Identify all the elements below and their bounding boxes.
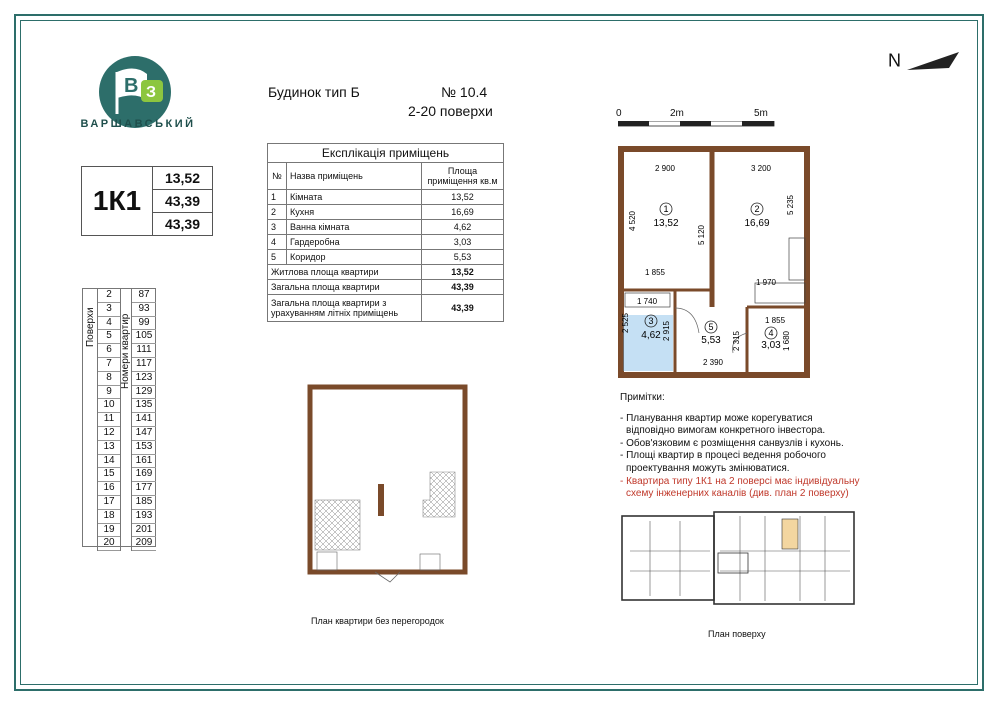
floor-number: 12 bbox=[98, 427, 120, 441]
floor-number: 4 bbox=[98, 317, 120, 331]
room-name: Кухня bbox=[287, 205, 422, 220]
total-area-value: 43,39 bbox=[422, 280, 504, 295]
apartment-area-3: 43,39 bbox=[164, 216, 201, 232]
note-line: відповідно вимогам конкретного інвестора. bbox=[626, 425, 826, 437]
floor-plan-thumbnail bbox=[620, 511, 856, 605]
floors-label: Поверхи bbox=[85, 307, 96, 347]
explication-table bbox=[267, 143, 504, 322]
apartment-number: 93 bbox=[132, 303, 156, 317]
note-line: - Площі квартир в процесі ведення робочого bbox=[620, 450, 826, 462]
floor-number: 13 bbox=[98, 441, 120, 455]
room-2-number: 2 bbox=[754, 204, 760, 214]
room-area: 13,52 bbox=[422, 190, 504, 205]
apartment-number: 117 bbox=[132, 358, 156, 372]
apartment-number: 105 bbox=[132, 330, 156, 344]
floor-number: 19 bbox=[98, 524, 120, 538]
floor-number: 20 bbox=[98, 537, 120, 551]
room-2-area: 16,69 bbox=[744, 218, 770, 229]
room-name: Гардеробна bbox=[287, 235, 422, 250]
building-floors: 2-20 поверхи bbox=[408, 103, 493, 119]
apartment-area-2: 43,39 bbox=[153, 190, 212, 213]
apartment-plan-drawing bbox=[615, 143, 815, 383]
apartment-number: 141 bbox=[132, 413, 156, 427]
room-5-area: 5,53 bbox=[701, 335, 721, 346]
apartment-number: 129 bbox=[132, 386, 156, 400]
floor-number: 17 bbox=[98, 496, 120, 510]
apartment-number: 135 bbox=[132, 399, 156, 413]
floor-number: 8 bbox=[98, 372, 120, 386]
building-type: Будинок тип Б bbox=[268, 84, 360, 100]
open-plan-caption: План квартири без перегородок bbox=[311, 616, 444, 626]
room-area: 16,69 bbox=[422, 205, 504, 220]
room-name: Ванна кімната bbox=[287, 220, 422, 235]
floor-number: 5 bbox=[98, 330, 120, 344]
apartment-number: 185 bbox=[132, 496, 156, 510]
floor-number: 10 bbox=[98, 399, 120, 413]
dim-1970: 1 970 bbox=[755, 278, 777, 287]
dim-4520: 4 520 bbox=[628, 210, 637, 232]
room-no: 5 bbox=[268, 250, 287, 265]
note-line: - Планування квартир може корегуватися bbox=[620, 412, 813, 424]
table-row bbox=[268, 205, 504, 220]
floors-table bbox=[82, 288, 156, 547]
room-1-area: 13,52 bbox=[653, 218, 679, 229]
total-summer-area-label: Загальна площа квартири з урахуванням літніх приміщень bbox=[268, 295, 422, 322]
open-plan-drawing bbox=[305, 382, 470, 587]
apartment-number: 209 bbox=[132, 537, 156, 551]
living-area-label: Житлова площа квартири bbox=[268, 265, 422, 280]
col-header-area: Площа приміщення кв.м bbox=[422, 163, 504, 190]
table-row bbox=[268, 190, 504, 205]
note-line-red: - Квартира типу 1К1 на 2 поверсі має індивідуальну bbox=[620, 475, 860, 487]
living-area-value: 13,52 bbox=[422, 265, 504, 280]
explication-title: Експлікація приміщень bbox=[268, 144, 504, 163]
apartment-type-box bbox=[81, 166, 213, 236]
floors-column bbox=[97, 289, 121, 551]
dim-5120: 5 120 bbox=[697, 224, 706, 246]
floor-number: 9 bbox=[98, 386, 120, 400]
apartment-number: 201 bbox=[132, 524, 156, 538]
floor-number: 16 bbox=[98, 482, 120, 496]
col-header-no: № bbox=[268, 163, 287, 190]
dim-1855: 1 855 bbox=[644, 268, 666, 277]
col-header-name: Назва приміщень bbox=[287, 163, 422, 190]
dim-2315: 2 315 bbox=[732, 330, 741, 352]
room-4-number: 4 bbox=[768, 328, 774, 338]
room-no: 3 bbox=[268, 220, 287, 235]
apartment-number: 169 bbox=[132, 468, 156, 482]
note-line: проектування можуть змінюватися. bbox=[626, 462, 790, 474]
apartment-number: 87 bbox=[132, 289, 156, 303]
north-arrow-icon bbox=[905, 48, 961, 74]
floor-number: 2 bbox=[98, 289, 120, 303]
room-area: 3,03 bbox=[422, 235, 504, 250]
apartment-code: 1К1 bbox=[82, 167, 153, 235]
notes-block bbox=[620, 392, 910, 501]
table-row bbox=[268, 220, 504, 235]
dim-3200: 3 200 bbox=[750, 164, 772, 173]
north-label: N bbox=[888, 50, 901, 71]
apartment-number: 123 bbox=[132, 372, 156, 386]
dim-2525: 2 525 bbox=[621, 312, 630, 334]
north-indicator bbox=[888, 48, 961, 74]
total-summer-area-value: 43,39 bbox=[422, 295, 504, 322]
apartments-column bbox=[131, 289, 156, 551]
room-4-area: 3,03 bbox=[761, 340, 781, 351]
room-5-number: 5 bbox=[708, 322, 714, 332]
floor-number: 15 bbox=[98, 468, 120, 482]
room-name: Коридор bbox=[287, 250, 422, 265]
dim-1855-b: 1 855 bbox=[765, 316, 786, 325]
scale-zero: 0 bbox=[616, 108, 622, 119]
dim-1680: 1 680 bbox=[782, 330, 791, 352]
apartment-number: 161 bbox=[132, 455, 156, 469]
table-row bbox=[268, 250, 504, 265]
floor-plan-caption: План поверху bbox=[708, 629, 766, 639]
room-1-number: 1 bbox=[663, 204, 669, 214]
room-3-number: 3 bbox=[648, 316, 654, 326]
scale-five: 5m bbox=[754, 108, 768, 119]
logo-letter-z: З bbox=[146, 84, 157, 101]
dim-2390: 2 390 bbox=[702, 358, 724, 367]
floor-number: 14 bbox=[98, 455, 120, 469]
floor-number: 6 bbox=[98, 344, 120, 358]
table-row bbox=[268, 235, 504, 250]
apartment-number: 111 bbox=[132, 344, 156, 358]
floor-number: 11 bbox=[98, 413, 120, 427]
apartment-number: 153 bbox=[132, 441, 156, 455]
scale-bar-graphic bbox=[618, 121, 778, 127]
room-area: 4,62 bbox=[422, 220, 504, 235]
floor-number: 18 bbox=[98, 510, 120, 524]
brand-name: ВАРШАВСЬКИЙ bbox=[80, 118, 196, 130]
scale-two: 2m bbox=[670, 108, 684, 119]
room-no: 4 bbox=[268, 235, 287, 250]
apartment-area-1: 13,52 bbox=[153, 167, 212, 190]
room-name: Кімната bbox=[287, 190, 422, 205]
floor-number: 3 bbox=[98, 303, 120, 317]
building-number: № 10.4 bbox=[441, 84, 488, 100]
notes-title: Примітки: bbox=[620, 392, 665, 403]
dim-2900: 2 900 bbox=[654, 164, 676, 173]
room-no: 2 bbox=[268, 205, 287, 220]
room-area: 5,53 bbox=[422, 250, 504, 265]
note-line: - Обов'язковим є розміщення санвузлів і кухонь. bbox=[620, 437, 844, 449]
logo-letter-v: В bbox=[124, 75, 139, 97]
floor-number: 7 bbox=[98, 358, 120, 372]
apartment-number: 99 bbox=[132, 317, 156, 331]
note-line-red: схему інженерних каналів (див. план 2 поверху) bbox=[626, 488, 849, 500]
room-no: 1 bbox=[268, 190, 287, 205]
apartment-number: 177 bbox=[132, 482, 156, 496]
apartments-label: Номери квартир bbox=[120, 313, 131, 389]
dim-5235: 5 235 bbox=[786, 194, 795, 216]
apartment-number: 193 bbox=[132, 510, 156, 524]
apartment-number: 147 bbox=[132, 427, 156, 441]
dim-2915: 2 915 bbox=[662, 320, 671, 342]
room-3-area: 4,62 bbox=[641, 330, 661, 341]
dim-1740: 1 740 bbox=[637, 297, 658, 306]
total-area-label: Загальна площа квартири bbox=[268, 280, 422, 295]
